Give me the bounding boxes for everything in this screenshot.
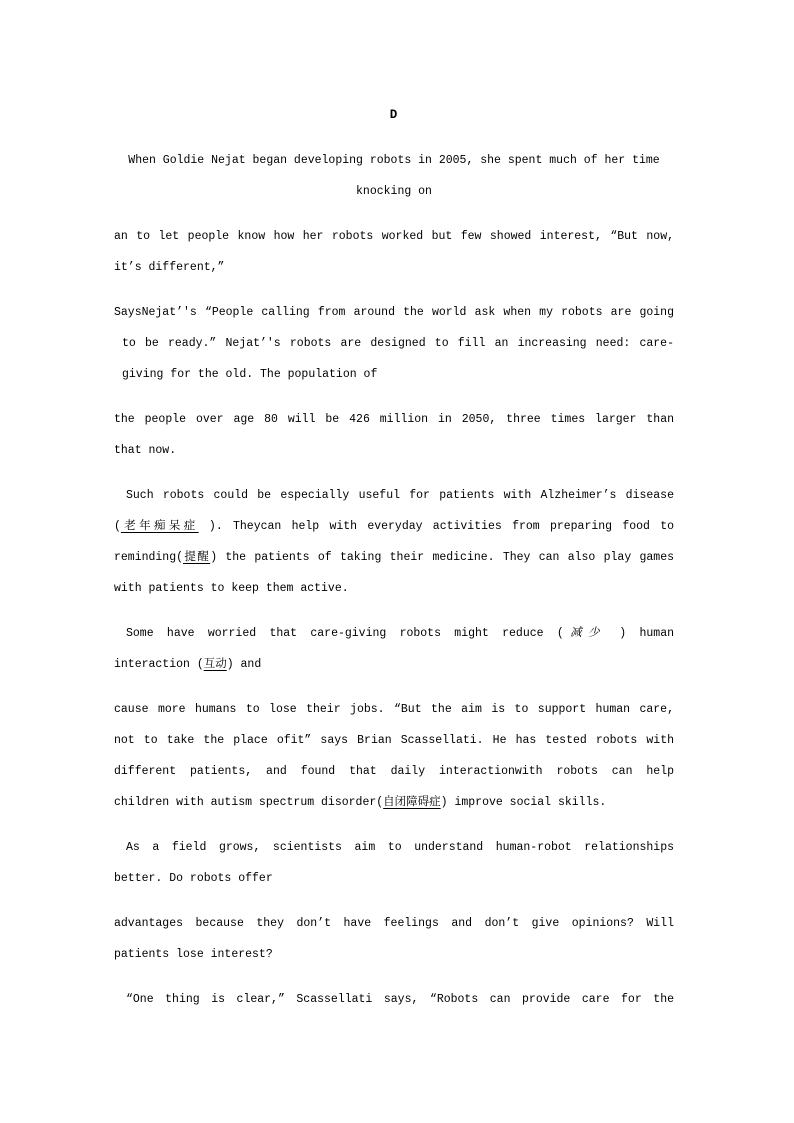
paragraph [114,908,674,970]
paragraph [114,984,674,1015]
text-line [114,984,674,1015]
text-segment: SaysNejat’'s “People calling from around the world ask when my robots are going [114,306,674,319]
text-line [114,908,674,939]
text-segment: an to let people know how her robots worked but few showed interest, “But now, [114,230,674,243]
paragraph [114,297,674,390]
text-segment: As a field grows, scientists aim to understand human-robot relationships [126,841,674,854]
text-segment: advantages because they don’t have feelings and don’t give opinions? Will [114,917,674,930]
text-line [114,618,674,649]
text-segment: “One thing is clear,” Scassellati says, “Robots can provide care for the [126,993,674,1006]
text-segment: it’s different,” [114,261,225,274]
text-line [114,359,674,390]
text-segment: children with autism spectrum disorder( [114,796,384,809]
paragraph [114,694,674,818]
text-line [114,725,674,756]
paragraphs-container [114,145,674,1015]
text-line [114,542,674,573]
chinese-annotation: 互动 [203,658,227,671]
text-line [114,649,674,680]
text-segment: different patients, and found that daily interactionwith robots can help [114,765,674,778]
text-segment: Such robots could be especially useful for patients with Alzheimer’s disease [126,489,674,502]
chinese-annotation: 提醒 [183,551,211,564]
chinese-annotation: 减少 [563,627,606,640]
text-line [114,787,674,818]
paragraph [114,618,674,680]
text-segment: ) improve social skills. [440,796,607,809]
document-content [114,100,674,1029]
text-line [114,435,674,466]
text-line [114,573,674,604]
text-line [114,756,674,787]
text-segment: that now. [114,444,177,457]
text-segment: Some have worried that care-giving robots might reduce ( [126,627,564,640]
chinese-annotation: 老年痴呆症 [120,520,199,533]
text-segment: not to take the place ofit” says Brian Scassellati. He has tested robots with [114,734,674,747]
text-segment: reminding( [114,551,184,564]
text-segment: to be ready.” Nejat’'s robots are designed to fill an increasing need: care- [122,337,674,350]
section-heading: D [389,108,399,122]
text-line [114,297,674,328]
text-line [114,252,674,283]
text-line [114,404,674,435]
text-line [114,832,674,863]
text-segment: ) the patients of taking their medicine. They can also play games [210,551,675,564]
text-segment: the people over age 80 will be 426 million in 2050, three times larger than [114,413,674,426]
text-line [114,145,674,176]
text-segment: ) human [605,627,674,640]
chinese-annotation: 自闭障碍症 [383,796,441,809]
text-segment: cause more humans to lose their jobs. “But the aim is to support human care, [114,703,674,716]
text-segment: ) and [226,658,262,671]
text-line [114,221,674,252]
paragraph [114,404,674,466]
paragraph [114,221,674,283]
paragraph [114,832,674,894]
text-segment: with patients to keep them active. [114,582,349,595]
text-line [114,328,674,359]
text-line [114,511,674,542]
text-line [114,480,674,511]
text-segment: patients lose interest? [114,948,273,961]
text-segment: ). Theycan help with everyday activities from preparing food to [198,520,675,533]
text-segment: knocking on [356,185,432,198]
text-segment: ( [114,520,121,533]
text-segment: When Goldie Nejat began developing robots in 2005, she spent much of her time [128,154,660,167]
text-segment: better. Do robots offer [114,872,273,885]
text-line [114,939,674,970]
text-line [114,694,674,725]
paragraph [114,480,674,604]
text-segment: interaction ( [114,658,204,671]
text-segment: giving for the old. The population of [122,368,378,381]
heading-paragraph [114,100,674,131]
paragraph [114,145,674,207]
text-line [114,863,674,894]
text-line [114,176,674,207]
